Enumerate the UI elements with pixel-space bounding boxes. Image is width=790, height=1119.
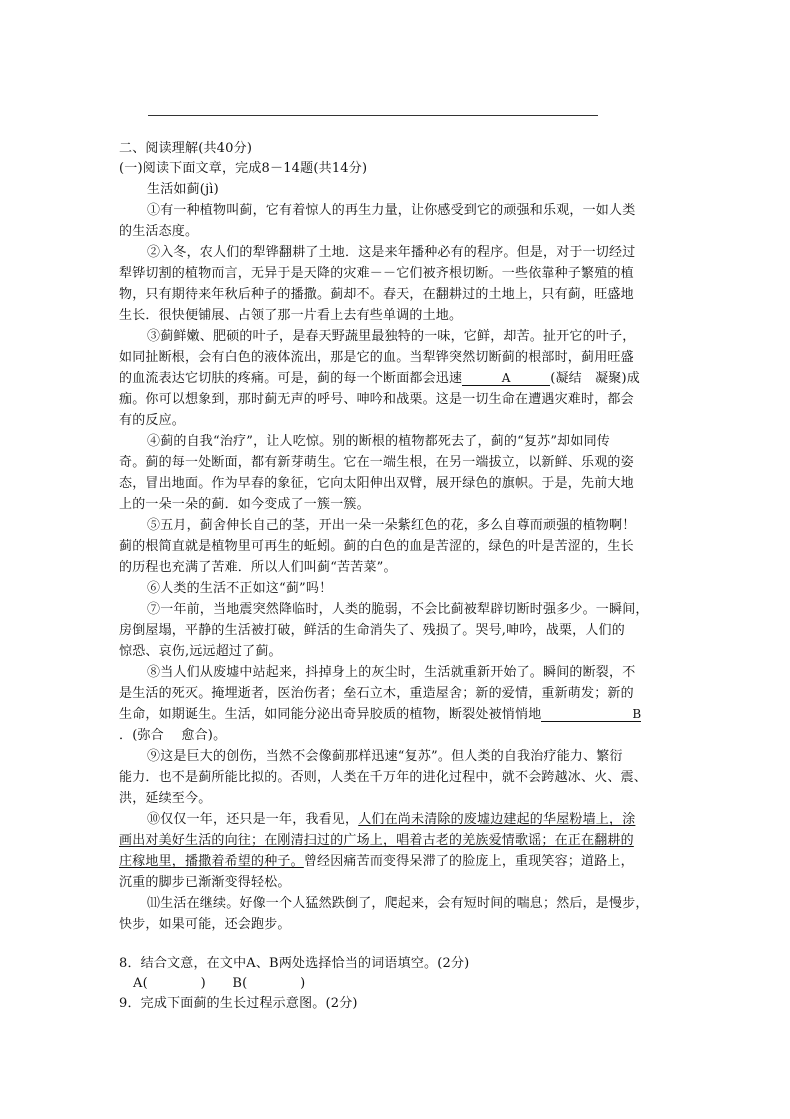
paragraph-line	[147, 812, 635, 828]
paragraph-line: ⑨这是巨大的创伤，当然不会像蓟那样迅速“复苏”。但人类的自我治疗能力、繁衍	[147, 749, 623, 764]
paragraph-line	[119, 707, 641, 723]
paragraph-line	[119, 371, 640, 387]
paragraph-line: 奇。蓟的每一处断面，都有新芽萌生。它在一端生根，在另一端拔立，以新鲜、乐观的姿	[119, 455, 634, 470]
paragraph-line: 上的一朵一朵的蓟．如今变成了一簇一簇。	[119, 497, 370, 512]
paragraph-line: ②入冬，农人们的犁铧翻耕了土地．这是来年播种必有的程序。但是，对于一切经过	[147, 245, 636, 260]
paragraph-line	[119, 833, 634, 849]
question-8: 8．结合文意，在文中A、B两处选择恰当的词语填空。(2分)	[119, 956, 470, 971]
blank-b: B	[541, 707, 641, 722]
paragraph-line: 态，冒出地面。作为早春的象征，它向太阳伸出双臂，展开绿色的旗帜。于是，先前大地	[119, 476, 634, 491]
paragraph-text: ⑩仅仅一年，还只是一年，我看见，	[147, 812, 359, 827]
paragraph-line: ⑦一年前，当地震突然降临时，人类的脆弱，不会比蓟被犁辟切断时强多少。一瞬间，	[147, 602, 649, 617]
paragraph-line: ③蓟鲜嫩、肥硕的叶子，是春天野蔬里最独特的一味，它鲜，却苦。扯开它的叶子，	[147, 329, 636, 344]
underlined-text: 人们在尚未清除的废墟边建起的华屋粉墙上，涂	[358, 812, 636, 827]
paragraph-line: 房倒屋塌，平静的生活被打破，鲜活的生命消失了、残损了。哭号,呻吟，战栗，人们的	[119, 623, 625, 638]
paragraph-line: 犁铧切割的植物而言，无异于是天降的灾难－－它们被齐根切断。一些依靠种子繁殖的植	[119, 266, 634, 281]
paragraph-line: ④蓟的自我“治疗”，让人吃惊。别的断根的植物都死去了，蓟的“复苏”却如同传	[147, 434, 610, 449]
paragraph-line: ．(弥合 愈合)。	[119, 728, 227, 743]
underlined-text: 庄稼地里，播撒着希望的种子。	[119, 854, 304, 869]
paragraph-line: 痂。你可以想象到，那时蓟无声的呼号、呻吟和战栗。这是一切生命在遭遇灾难时，都会	[119, 392, 634, 407]
paragraph-line: ①有一种植物叫蓟，它有着惊人的再生力量，让你感受到它的顽强和乐观，一如人类	[147, 203, 636, 218]
underlined-text: 画出对美好生活的向往；在刚清扫过的广场上，唱着古老的羌族爱情歌谣；在正在翻耕的	[119, 833, 634, 848]
paragraph-text: 的血流表达它切肤的疼痛。可是，蓟的每一个断面都会迅速	[119, 371, 463, 386]
paragraph-text: (凝结 凝聚)成	[550, 371, 640, 386]
question-9: 9．完成下面蓟的生长过程示意图。(2分)	[119, 996, 358, 1011]
paragraph-line: 洪，延续至今。	[119, 791, 212, 806]
blank-a: A	[462, 371, 550, 386]
paragraph-line: 如同扯断根，会有白色的液体流出，那是它的血。当犁铧突然切断蓟的根部时，蓟用旺盛	[119, 350, 634, 365]
paragraph-text: 生命，如期诞生。生活，如同能分泌出奇异胶质的植物，断裂处被悄悄地	[119, 707, 542, 722]
paragraph-line: 蓟的根简直就是植物里可再生的蚯蚓。蓟的白色的血是苦涩的，绿色的叶是苦涩的，生长	[119, 539, 634, 554]
paragraph-line: 生长．很快便铺展、占领了那一片看上去有些单调的土地。	[119, 308, 463, 323]
paragraph-line: 能力．也不是蓟所能比拟的。否则，人类在千万年的进化过程中，就不会跨越冰、火、震、	[119, 770, 648, 785]
paragraph-line: 的历程也充满了苦难．所以人们叫蓟“苦苦菜”。	[119, 560, 397, 575]
paragraph-line: ⑤五月，蓟舍伸长自己的茎，开出一朵一朵紫红色的花，多么自尊而顽强的植物啊！	[147, 518, 636, 533]
article-title: 生活如蓟(jì)	[147, 182, 219, 197]
paragraph-line: 惊恐、哀伤,远远超过了蓟。	[119, 644, 282, 659]
paragraph-line: ⑥人类的生活不正如这“蓟”吗！	[147, 581, 333, 596]
paragraph-line: ⑾生活在继续。好像一个人猛然跌倒了，爬起来，会有短时间的喘息；然后，是慢步，	[147, 896, 649, 911]
paragraph-line: 是生活的死灭。掩埋逝者，医治伤者；垒石立木，重造屋舍；新的爱情，重新萌发；新的	[119, 686, 634, 701]
section-instruction: (一)阅读下面文章，完成8－14题(共14分)	[119, 161, 368, 176]
paragraph-line: 快步，如果可能，还会跑步。	[119, 917, 291, 932]
paragraph-line	[119, 854, 634, 870]
section-title: 二、阅读理解(共40分)	[119, 141, 253, 156]
paragraph-line: ⑧当人们从废墟中站起来，抖掉身上的灰尘时，生活就重新开始了。瞬间的断裂，不	[147, 665, 636, 680]
top-divider-rule	[148, 115, 598, 116]
paragraph-line: 沉重的脚步已渐渐变得轻松。	[119, 875, 291, 890]
paragraph-line: 物，只有期待来年秋后种子的播撒。蓟却不。春天，在翻耕过的土地上，只有蓟，旺盛地	[119, 287, 634, 302]
question-8-answer-slots: A( ) B( )	[133, 976, 306, 991]
paragraph-text: 曾经因痛苦而变得呆滞了的脸庞上，重现笑容；道路上，	[303, 854, 634, 869]
paragraph-line: 的生活态度。	[119, 224, 199, 239]
paragraph-line: 有的反应。	[119, 413, 186, 428]
